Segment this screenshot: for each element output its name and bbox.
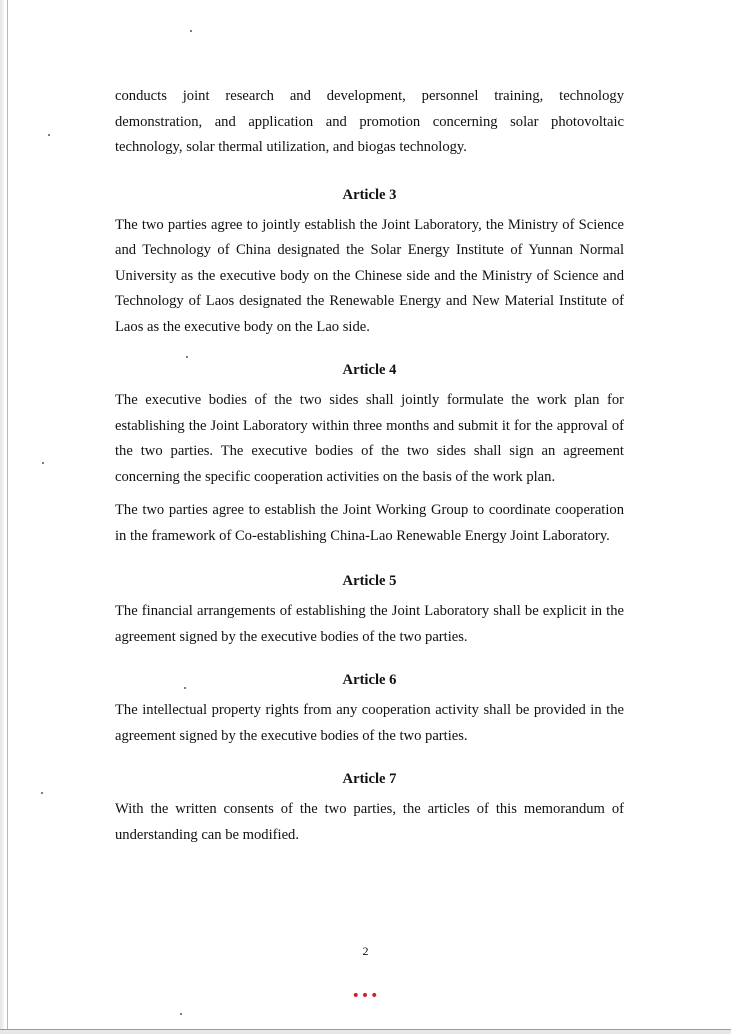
article-6 — [115, 670, 624, 749]
scan-speck — [42, 462, 44, 464]
scan-speck — [190, 30, 192, 32]
scan-speck — [180, 1013, 182, 1015]
article-4 — [115, 360, 624, 549]
article-heading: Article 3 — [342, 186, 397, 203]
scan-edge-left — [0, 0, 8, 1034]
article-heading: Article 7 — [342, 771, 397, 787]
article-heading: Article 6 — [342, 672, 397, 688]
article-heading: Article 4 — [342, 362, 397, 378]
article-paragraph: The two parties agree to jointly establish the Joint Laboratory, the Ministry of Science and Technology of China designated the Solar Energy Institute of Yunnan Normal University as the executive body on the Chinese side and the Ministry of Science and Technology of Laos designated the Renewable Energy and New Material Institute of Laos as the executive body on the Lao side. — [115, 216, 624, 335]
article-paragraph: The financial arrangements of establishing the Joint Laboratory shall be explicit in the agreement signed by the executive bodies of the two parties. — [115, 603, 624, 645]
scan-speck — [41, 792, 43, 794]
article-3 — [115, 185, 624, 341]
article-paragraph: The two parties agree to establish the Joint Working Group to coordinate cooperation in the framework of Co-establishing China-Lao Renewable Energy Joint Laboratory. — [115, 502, 624, 544]
scan-speck — [48, 134, 50, 136]
intro-paragraph: conducts joint research and development, personnel training, technology demonstration, and application and promotion concerning solar photovoltaic technology, solar thermal utilization, and biogas technology. — [115, 88, 624, 155]
page-number: 2 — [362, 944, 369, 958]
scan-speck — [186, 356, 188, 358]
article-paragraph: The intellectual property rights from any cooperation activity shall be provided in the agreement signed by the executive bodies of the two parties. — [115, 702, 624, 744]
article-paragraph: The executive bodies of the two sides shall jointly formulate the work plan for establishing the Joint Laboratory within three months and submit it for the approval of the two parties. The executive bodies of the two sides shall sign an agreement concerning the specific cooperation activities on the basis of the work plan. — [115, 392, 624, 485]
article-heading: Article 5 — [342, 573, 397, 589]
ellipsis-icon[interactable]: ••• — [351, 988, 380, 1004]
scan-speck — [184, 687, 186, 689]
document-page — [115, 84, 624, 848]
scan-edge-bottom — [0, 1029, 731, 1034]
article-7 — [115, 769, 624, 848]
article-paragraph: With the written consents of the two parties, the articles of this memorandum of understanding can be modified. — [115, 801, 624, 843]
article-5 — [115, 571, 624, 650]
